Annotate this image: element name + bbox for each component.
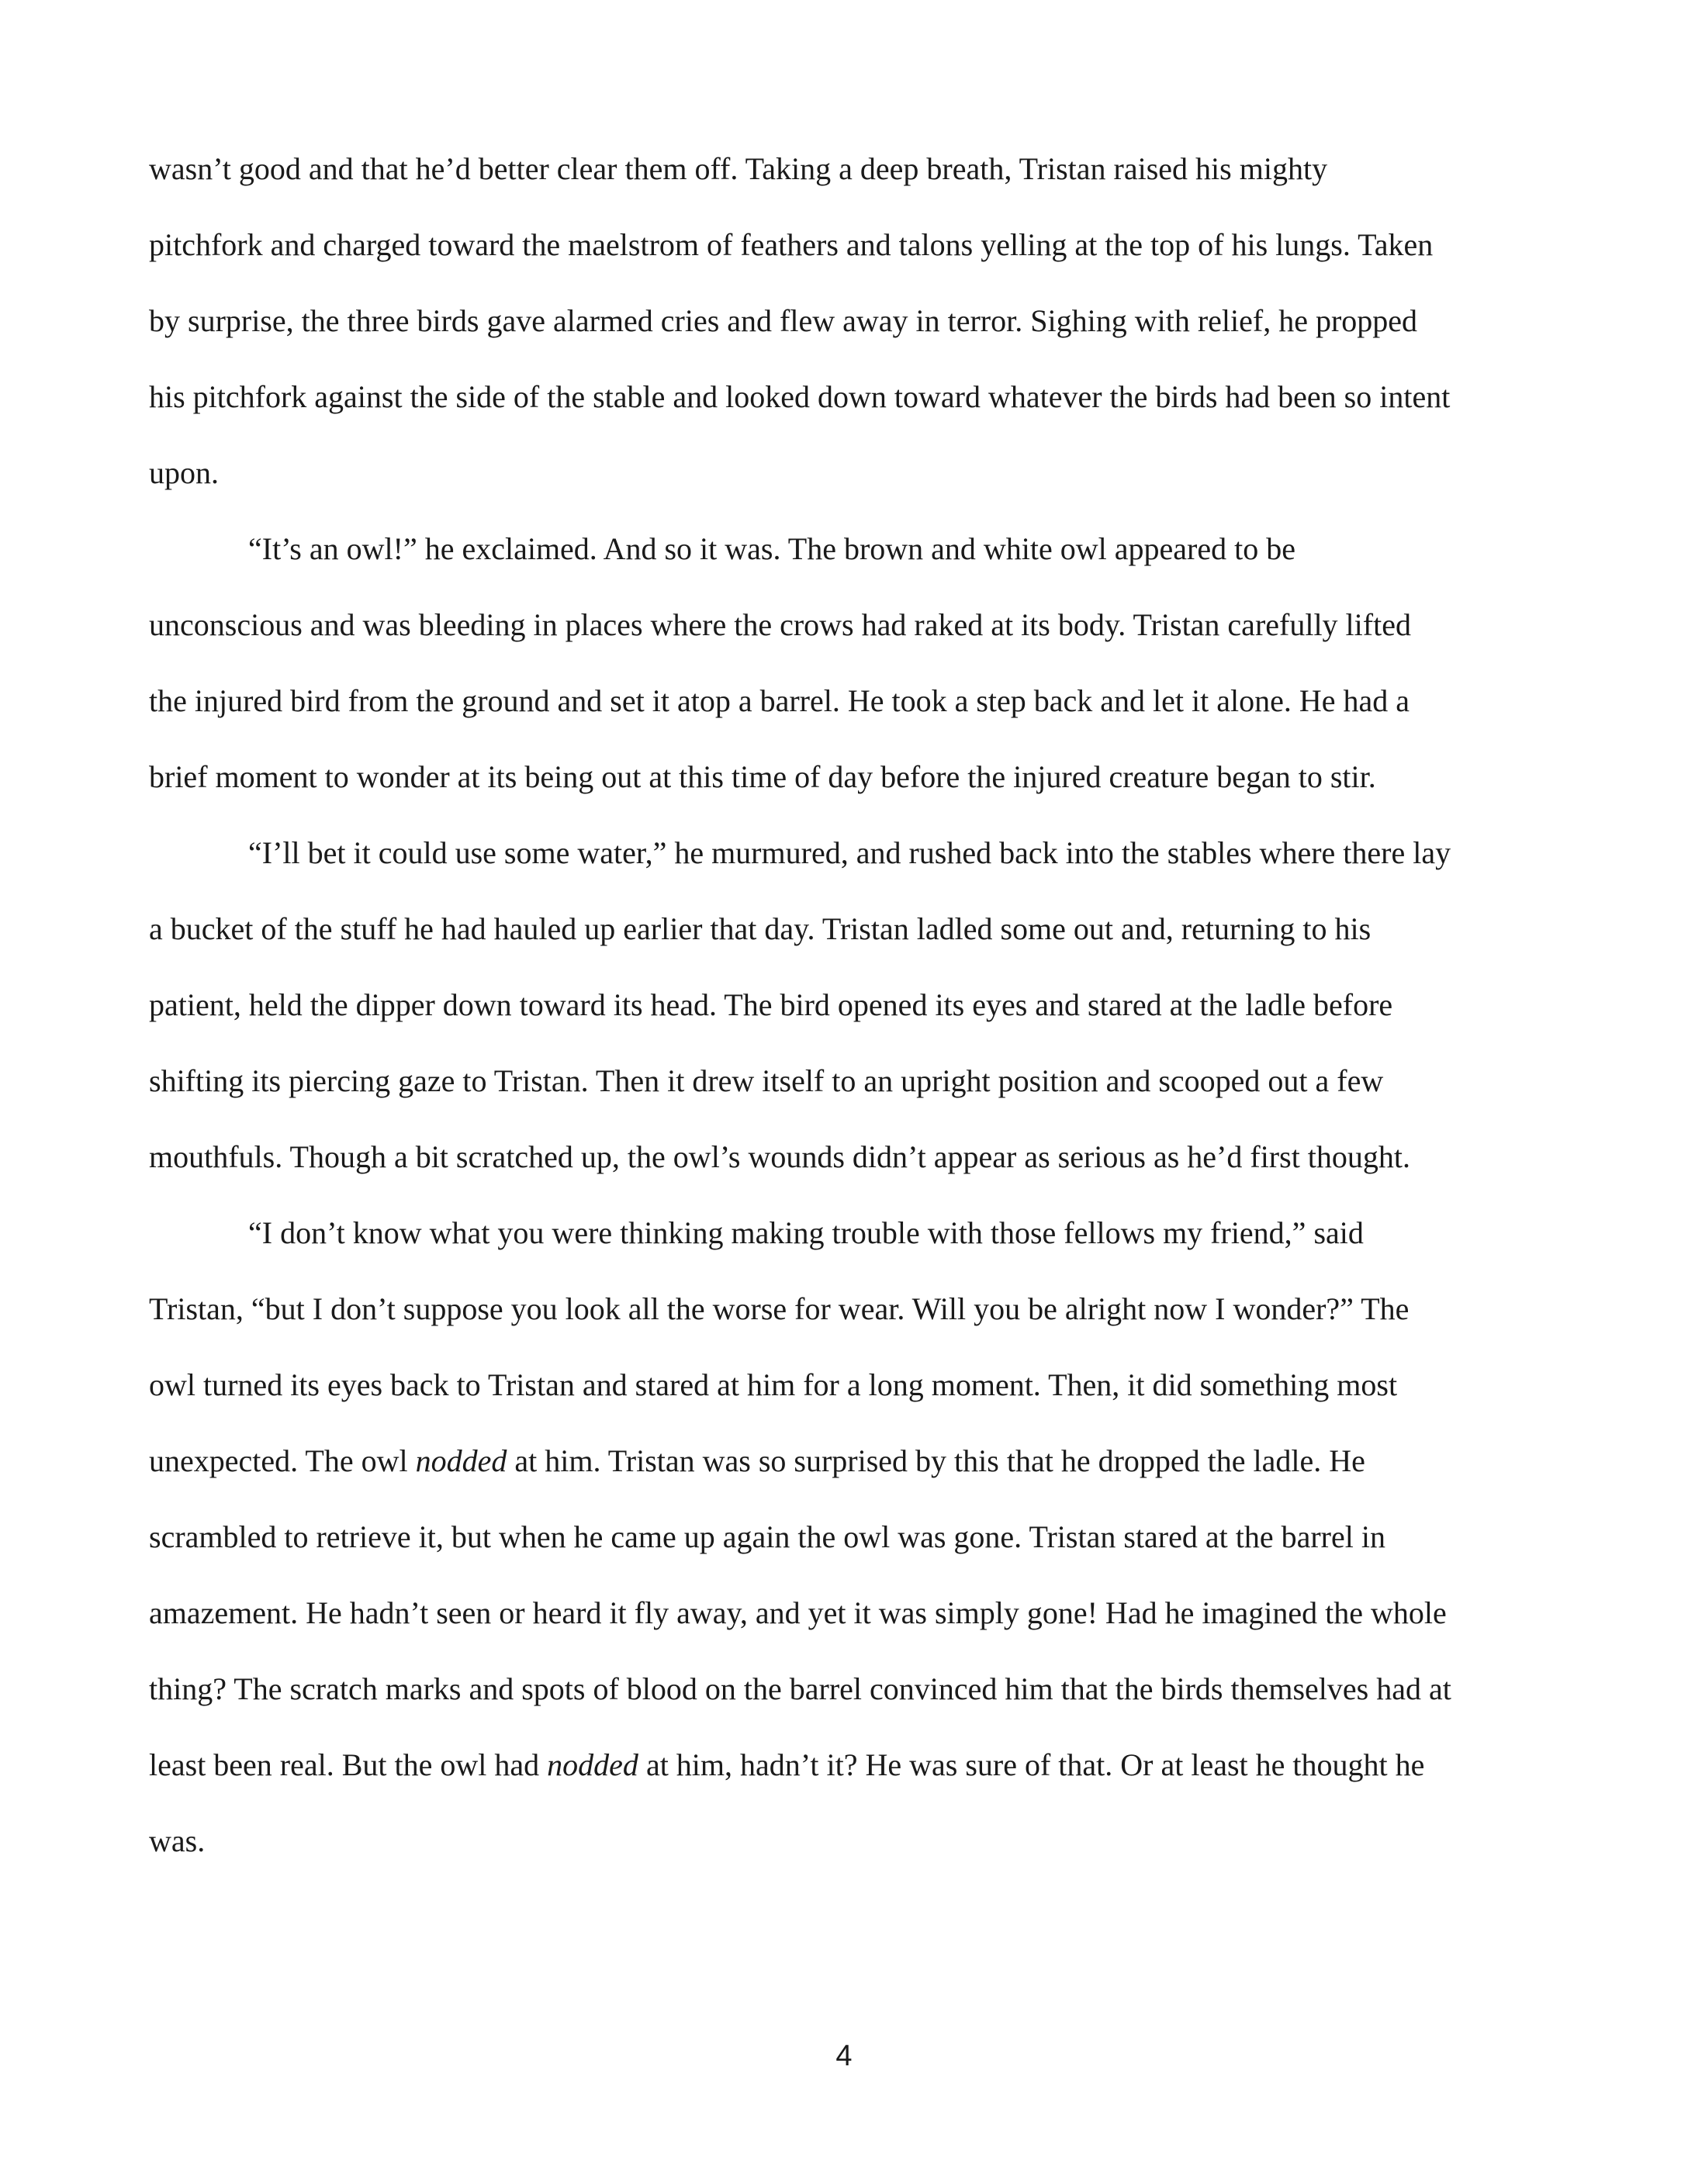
text-run: unexpected. The owl (149, 1443, 416, 1478)
text-line (149, 1588, 1545, 1664)
text-run: unconscious and was bleeding in places where the crows had raked at its body. Tristan carefully lifted (149, 607, 1411, 642)
text-line (149, 1284, 1545, 1360)
text-line (149, 1132, 1545, 1208)
text-line (149, 1436, 1545, 1512)
text-run: “It’s an owl!” he exclaimed. And so it was. The brown and white owl appeared to be (248, 531, 1295, 566)
text-line (149, 1740, 1545, 1816)
text-line-paragraph-start (149, 1208, 1545, 1284)
text-line-paragraph-start (149, 828, 1545, 904)
text-run: shifting its piercing gaze to Tristan. Then it drew itself to an upright position and scooped out a few (149, 1063, 1384, 1098)
text-run: a bucket of the stuff he had hauled up earlier that day. Tristan ladled some out and, returning to his (149, 911, 1372, 946)
text-line (149, 1512, 1545, 1588)
text-run: was. (149, 1823, 206, 1858)
text-line (149, 448, 1545, 524)
text-run: owl turned its eyes back to Tristan and stared at him for a long moment. Then, it did something most (149, 1367, 1398, 1402)
text-line-paragraph-start (149, 524, 1545, 600)
text-line (149, 1360, 1545, 1436)
text-run: “I don’t know what you were thinking making trouble with those fellows my friend,” said (248, 1215, 1364, 1250)
text-line (149, 1664, 1545, 1740)
text-run: at him. Tristan was so surprised by this that he dropped the ladle. He (507, 1443, 1365, 1478)
text-run: least been real. But the owl had (149, 1747, 548, 1782)
text-line (149, 1056, 1545, 1132)
text-line (149, 144, 1545, 220)
text-run: his pitchfork against the side of the stable and looked down toward whatever the birds had been so intent (149, 379, 1451, 414)
text-run: amazement. He hadn’t seen or heard it fly away, and yet it was simply gone! Had he imagined the whole (149, 1595, 1447, 1630)
text-run: wasn’t good and that he’d better clear them off. Taking a deep breath, Tristan raised his mighty (149, 151, 1328, 186)
text-line (149, 296, 1545, 372)
text-run: the injured bird from the ground and set it atop a barrel. He took a step back and let it alone. He had a (149, 683, 1410, 718)
text-line (149, 600, 1545, 676)
text-line (149, 676, 1545, 752)
text-run: pitchfork and charged toward the maelstrom of feathers and talons yelling at the top of his lungs. Taken (149, 227, 1434, 262)
text-line (149, 372, 1545, 448)
text-run: “I’ll bet it could use some water,” he murmured, and rushed back into the stables where there lay (248, 835, 1451, 870)
page-number: 4 (835, 2040, 853, 2072)
text-run: Tristan, “but I don’t suppose you look all the worse for wear. Will you be alright now I wonder?” The (149, 1291, 1410, 1326)
text-line (149, 220, 1545, 296)
italic-text-run: nodded (415, 1443, 507, 1478)
text-run: upon. (149, 455, 219, 490)
text-run: scrambled to retrieve it, but when he came up again the owl was gone. Tristan stared at the barrel in (149, 1519, 1385, 1554)
text-run: brief moment to wonder at its being out at this time of day before the injured creature began to stir. (149, 759, 1376, 794)
text-run: mouthfuls. Though a bit scratched up, the owl’s wounds didn’t appear as serious as he’d first thought. (149, 1139, 1411, 1174)
text-line (149, 980, 1545, 1056)
text-line (149, 904, 1545, 980)
text-run: patient, held the dipper down toward its head. The bird opened its eyes and stared at the ladle before (149, 987, 1393, 1022)
italic-text-run: nodded (547, 1747, 638, 1782)
text-run: at him, hadn’t it? He was sure of that. Or at least he thought he (638, 1747, 1425, 1782)
text-run: thing? The scratch marks and spots of blood on the barrel convinced him that the birds themselves had at (149, 1671, 1451, 1706)
body-text (149, 144, 1545, 1892)
text-line (149, 752, 1545, 828)
text-line (149, 1816, 1545, 1892)
text-run: by surprise, the three birds gave alarmed cries and flew away in terror. Sighing with relief, he propped (149, 303, 1418, 338)
